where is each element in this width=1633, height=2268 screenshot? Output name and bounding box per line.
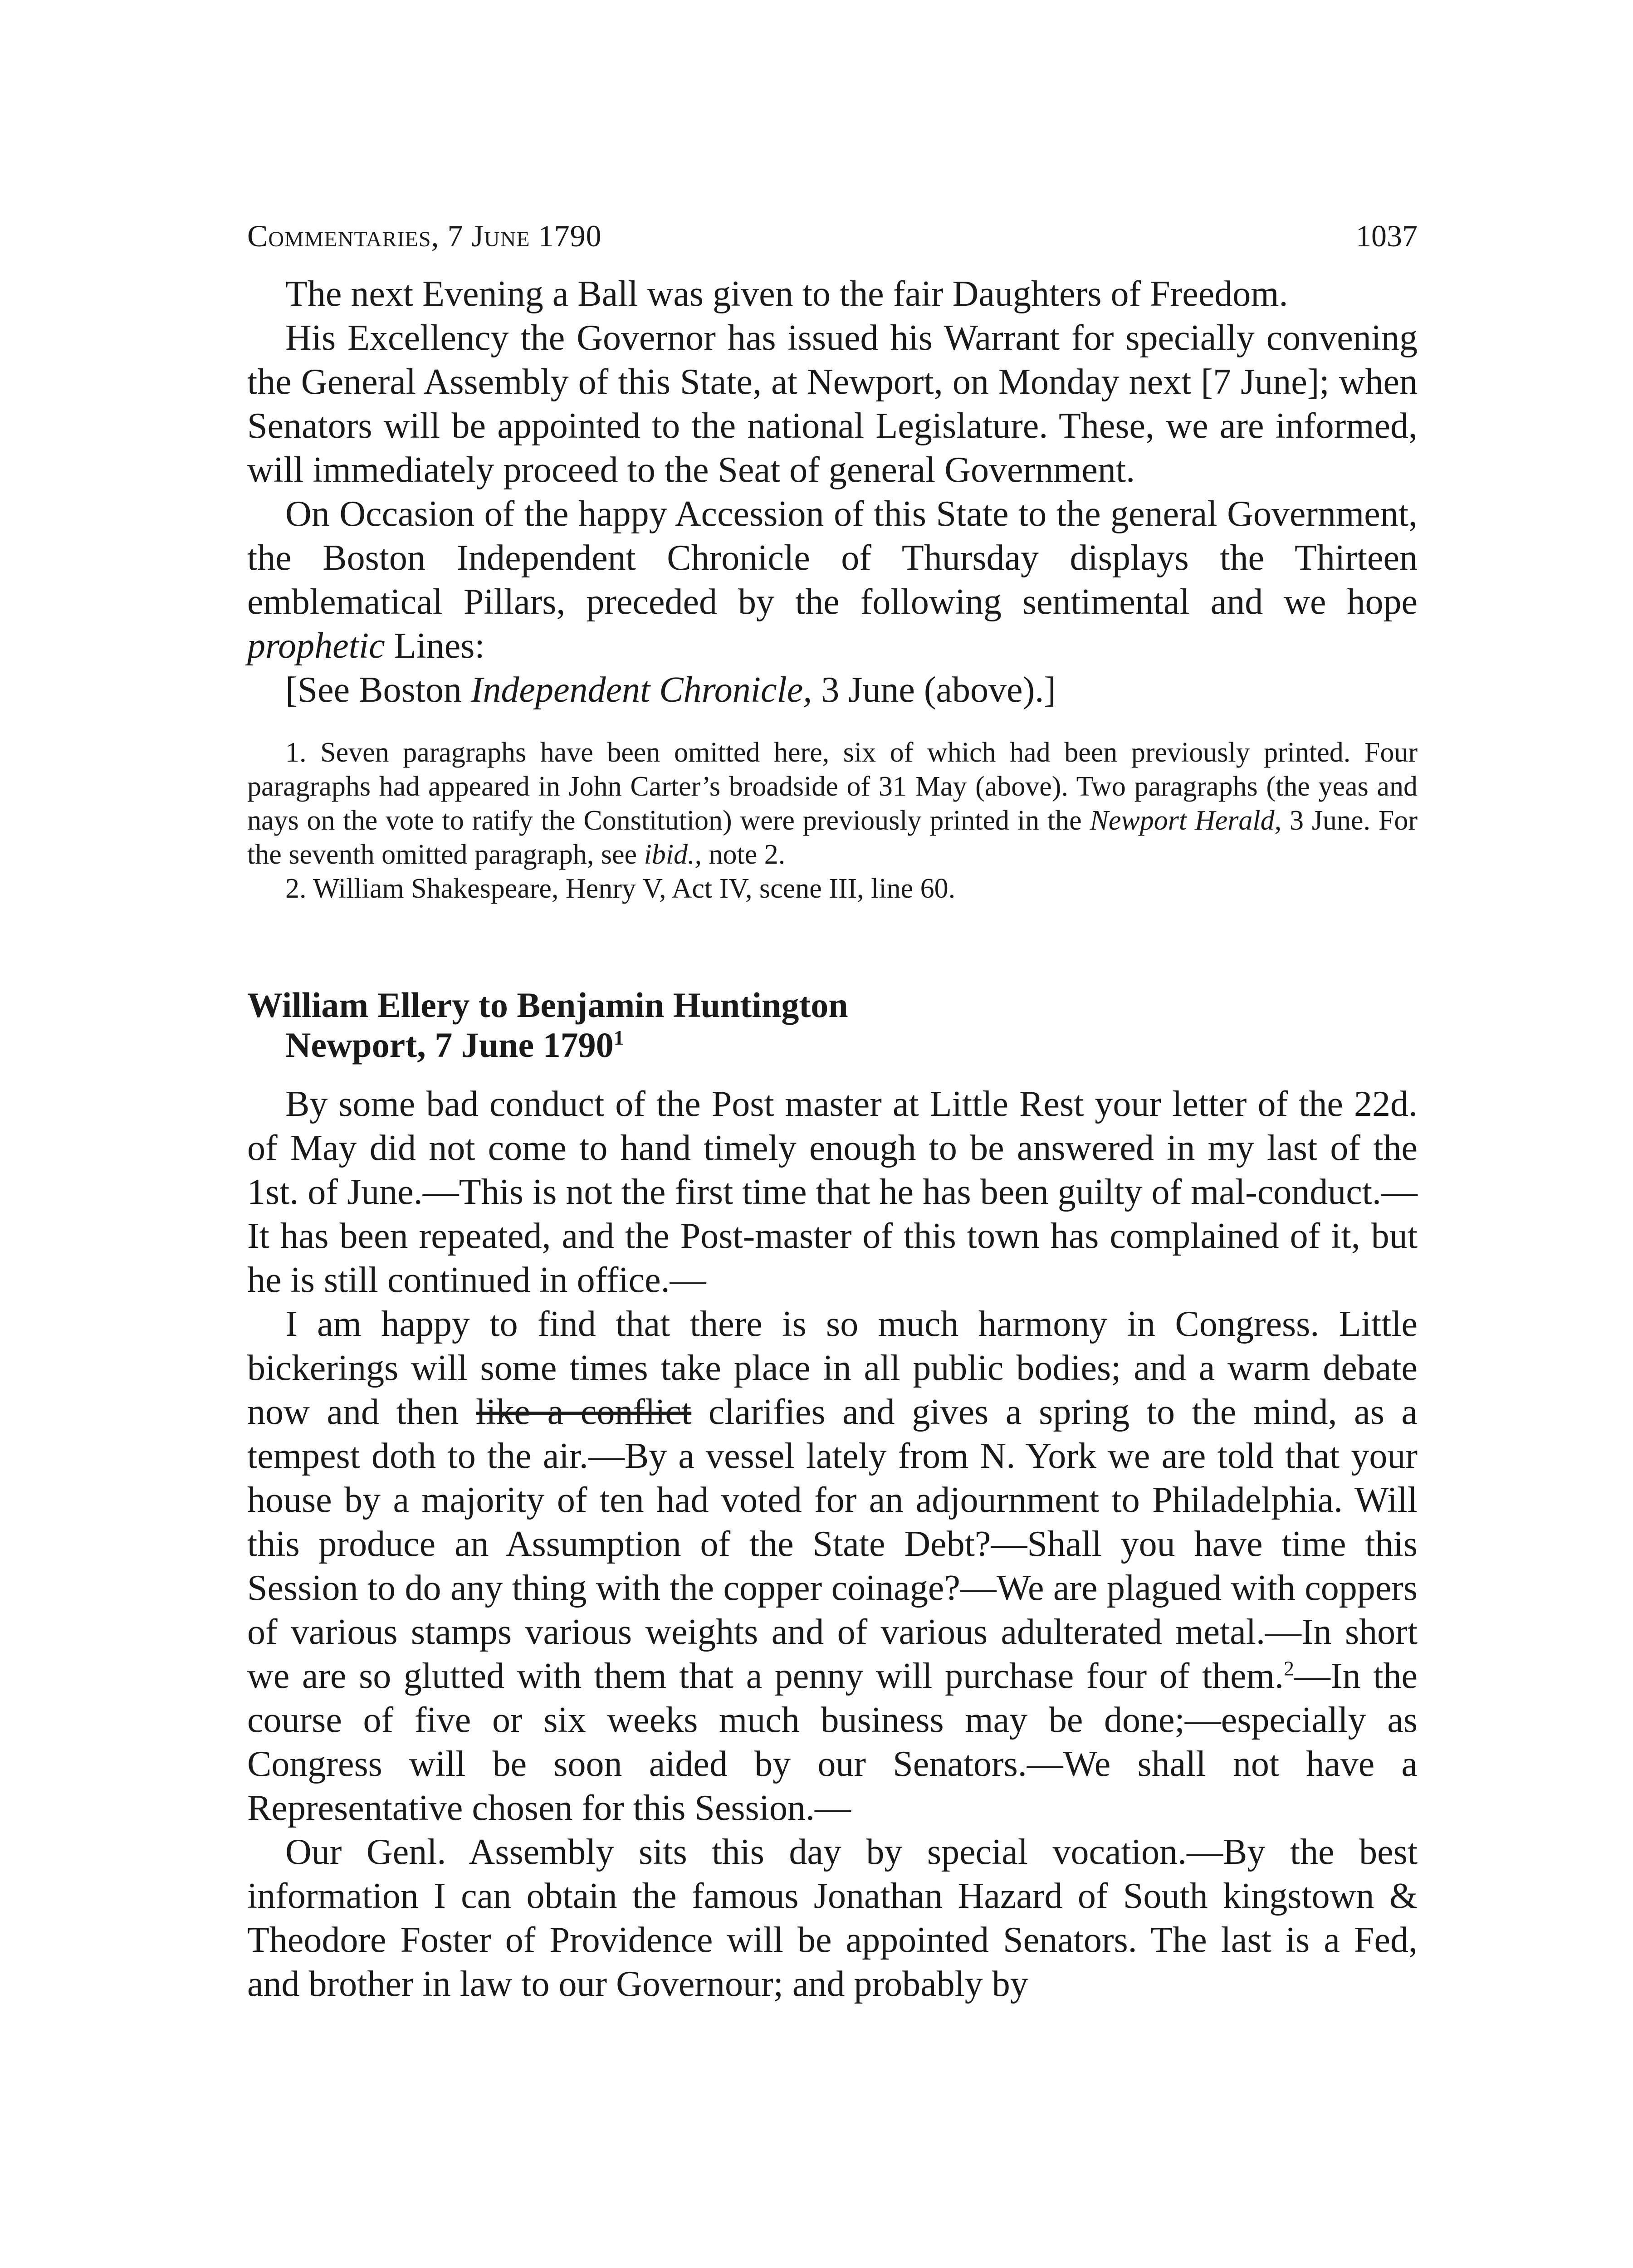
page-number: 1037 <box>1356 219 1418 253</box>
running-head-title: Commentaries, 7 June 1790 <box>247 219 602 253</box>
footnote-marker: 2 <box>1284 1657 1295 1680</box>
paragraph-see-reference: [See Boston Independent Chronicle, 3 June (above).] <box>285 670 1056 710</box>
letter-paragraph-1: By some bad conduct of the Post master at Little Rest your letter of the 22d. of May did not come to hand timely enough to be answered in my last of the 1st. of June.—This is not the first time that he has been guilty of mal-conduct.—It has been repeated, and the Post-master of this town has complained of it, but he is still continued in office.— <box>247 1084 1418 1300</box>
letter-heading-title: William Ellery to Benjamin Huntington <box>247 985 848 1025</box>
footnotes <box>247 736 1418 906</box>
footnote-2: 2. William Shakespeare, Henry V, Act IV, scene III, line 60. <box>285 873 956 904</box>
page <box>247 218 1418 2006</box>
letter-heading <box>247 985 1418 1065</box>
running-head <box>247 218 1418 254</box>
paragraph-accession: On Occasion of the happy Accession of this State to the general Government, the Boston Independent Chronicle of Thursday displays the Thirteen emblematical Pillars, preceded by the following sentimental and we hope prophetic Lines: <box>247 494 1418 666</box>
letter-heading-dateline: Newport, 7 June 1790$^1$ <box>285 1025 624 1065</box>
section-commentary <box>247 272 1418 712</box>
paragraph-ball: The next Evening a Ball was given to the fair Daughters of Freedom. <box>285 274 1288 314</box>
struck-text: like a conflict <box>476 1392 692 1432</box>
letter-body <box>247 1082 1418 2006</box>
footnote-1: 1. Seven paragraphs have been omitted here, six of which had been previously printed. Four paragraphs had appeared in John Carter’s broadside of 31 May (above). Two paragraphs (the yeas and nays on the vote to ratify the Constitution) were previously printed in the Newport Herald, 3 June. For the seventh omitted paragraph, see ibid., note 2. <box>247 737 1418 870</box>
footnote-marker: 1 <box>613 1026 624 1049</box>
letter-paragraph-3: Our Genl. Assembly sits this day by special vocation.—By the best information I can obtain the famous Jonathan Hazard of South kingstown & Theodore Foster of Providence will be appointed Senators. The last is a Fed, and brother in law to our Governour; and probably by <box>247 1832 1418 2004</box>
paragraph-governor-warrant: His Excellency the Governor has issued his Warrant for specially convening the General Assembly of this State, at Newport, on Monday next [7 June]; when Senators will be appointed to the national Legislature. These, we are informed, will immediately proceed to the Seat of general Government. <box>247 318 1418 490</box>
letter-paragraph-2: I am happy to find that there is so much harmony in Congress. Little bickerings will some times take place in all public bodies; and a warm debate now and then like a conflict clarifies and gives a spring to the mind, as a tempest doth to the air.—By a vessel lately from N. York we are told that your house by a majority of ten had voted for an adjournment to Philadelphia. Will this produce an Assumption of the State Debt?—Shall you have time this Session to do any thing with the copper coinage?—We are plagued with coppers of various stamps various weights and of various adulterated metal.—In short we are so glutted with them that a penny will purchase four of them.$^2$—In the course of five or six weeks much business may be done;—especially as Congress will be soon aided by our Senators.—We shall not have a Representative chosen for this Session.— <box>247 1304 1418 1828</box>
